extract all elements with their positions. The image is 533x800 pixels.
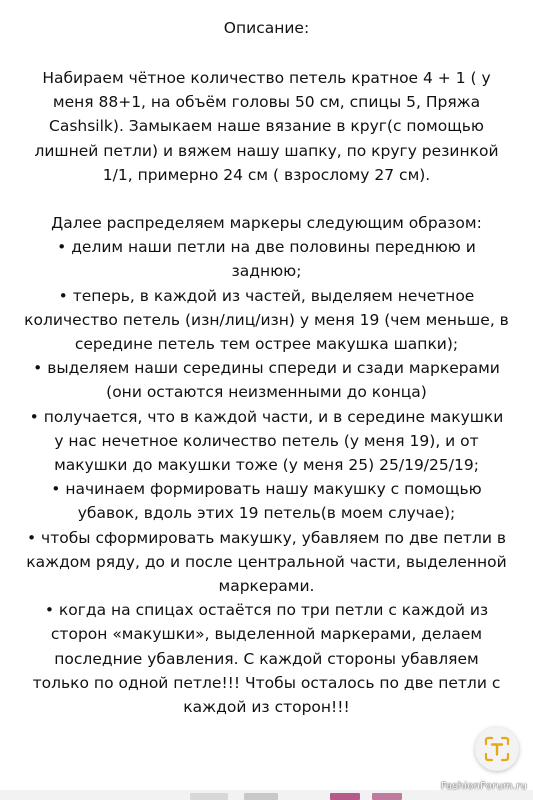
list-item: • чтобы сформировать макушку, убавляем по две петли в каждом ряду, до и после центральной части, выделенной маркерами. (26, 528, 507, 596)
list-item: • выделяем наши середины спереди и сзади маркерами (они остаются неизменными до конца) (33, 359, 500, 402)
markers-heading: Далее распределяем маркеры следующим образом: (51, 214, 482, 233)
list-item: • получается, что в каждой части, и в середине макушки у нас нечетное количество петель (у меня 19), и от макушки до макушки тоже (у меня 25) 25/19/25/19; (29, 407, 504, 475)
strip-thumbnail (244, 793, 278, 800)
intro-paragraph: Набираем чётное количество петель кратное 4 + 1 ( у меня 88+1, на объём головы 50 см, спицы 5, Пряжа Cashsilk). Замыкаем наше вязание в круг(с помощью лишней петли) и вяжем нашу шапку, по кругу резинкой 1/1, примерно 24 см ( взрослому 27 см). (34, 69, 499, 184)
description-text (24, 66, 509, 719)
strip-thumbnail (330, 793, 360, 800)
list-item: • начинаем формировать нашу макушку с помощью убавок, вдоль этих 19 петель(в моем случае); (51, 480, 482, 523)
text-scan-icon (483, 735, 511, 763)
list-item: • когда на спицах остаётся по три петли с каждой из сторон «макушки», выделенной маркерами, делаем последние убавления. С каждой стороны убавляем только по одной петле!!! Чтобы осталось по две петли с каждой из сторон!!! (32, 601, 501, 717)
text-scan-button[interactable] (475, 727, 519, 771)
site-watermark: FashionForum.ru (440, 781, 527, 792)
list-item: • теперь, в каждой из частей, выделяем нечетное количество петель (изн/лиц/изн) у меня 19 (чем меньше, в середине петель тем острее макушка шапки); (24, 286, 509, 354)
strip-thumbnail (372, 793, 402, 800)
list-item: • делим наши петли на две половины переднюю и заднюю; (57, 238, 476, 281)
page-title: Описание: (223, 19, 310, 37)
strip-thumbnail (190, 793, 228, 800)
